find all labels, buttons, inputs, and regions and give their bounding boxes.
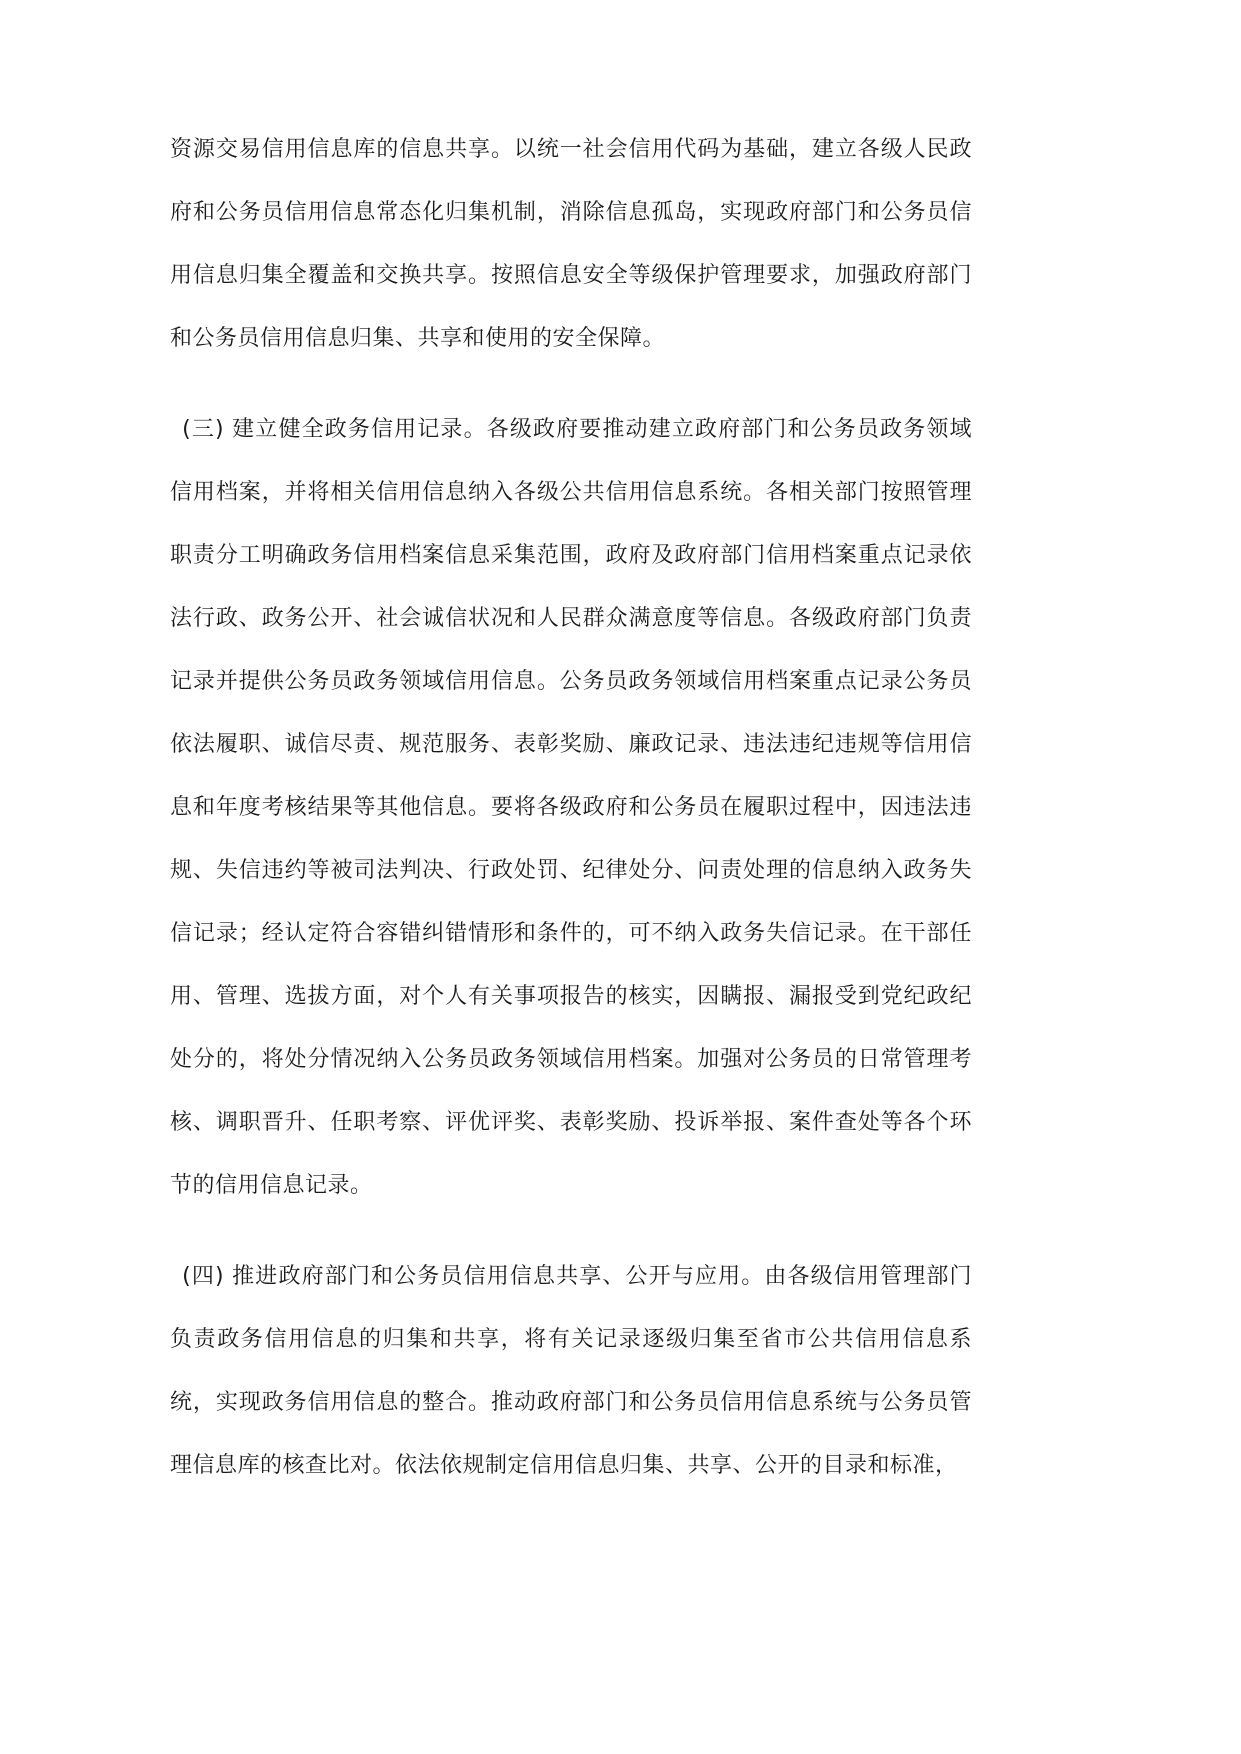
text-block (170, 118, 972, 1525)
paragraph-section-3: (三) 建立健全政务信用记录。各级政府要推动建立政府部门和公务员政务领域信用档案，并将相关信用信息纳入各级公共信用信息系统。各相关部门按照管理职责分工明确政务信用档案信息采集范围，政府及政府部门信用档案重点记录依法行政、政务公开、社会诚信状况和人民群众满意度等信息。各级政府部门负责记录并提供公务员政务领域信用信息。公务员政务领域信用档案重点记录公务员依法履职、诚信尽责、规范服务、表彰奖励、廉政记录、违法违纪违规等信用信息和年度考核结果等其他信息。要将各级政府和公务员在履职过程中，因违法违规、失信违约等被司法判决、行政处罚、纪律处分、问责处理的信息纳入政务失信记录；经认定符合容错纠错情形和条件的，可不纳入政务失信记录。在干部任用、管理、选拔方面，对个人有关事项报告的核实，因瞒报、漏报受到党纪政纪处分的，将处分情况纳入公务员政务领域信用档案。加强对公务员的日常管理考核、调职晋升、任职考察、评优评奖、表彰奖励、投诉举报、案件查处等各个环节的信用信息记录。 (170, 417, 972, 1198)
paragraph-continuation: 资源交易信用信息库的信息共享。以统一社会信用代码为基础，建立各级人民政府和公务员信用信息常态化归集机制，消除信息孤岛，实现政府部门和公务员信用信息归集全覆盖和交换共享。按照信息安全等级保护管理要求，加强政府部门和公务员信用信息归集、共享和使用的安全保障。 (170, 137, 972, 351)
paragraph-section-4: (四) 推进政府部门和公务员信用信息共享、公开与应用。由各级信用管理部门负责政务信用信息的归集和共享，将有关记录逐级归集至省市公共信用信息系统，实现政务信用信息的整合。推动政府部门和公务员信用信息系统与公务员管理信息库的核查比对。依法依规制定信用信息归集、共享、公开的目录和标准， (170, 1264, 972, 1478)
